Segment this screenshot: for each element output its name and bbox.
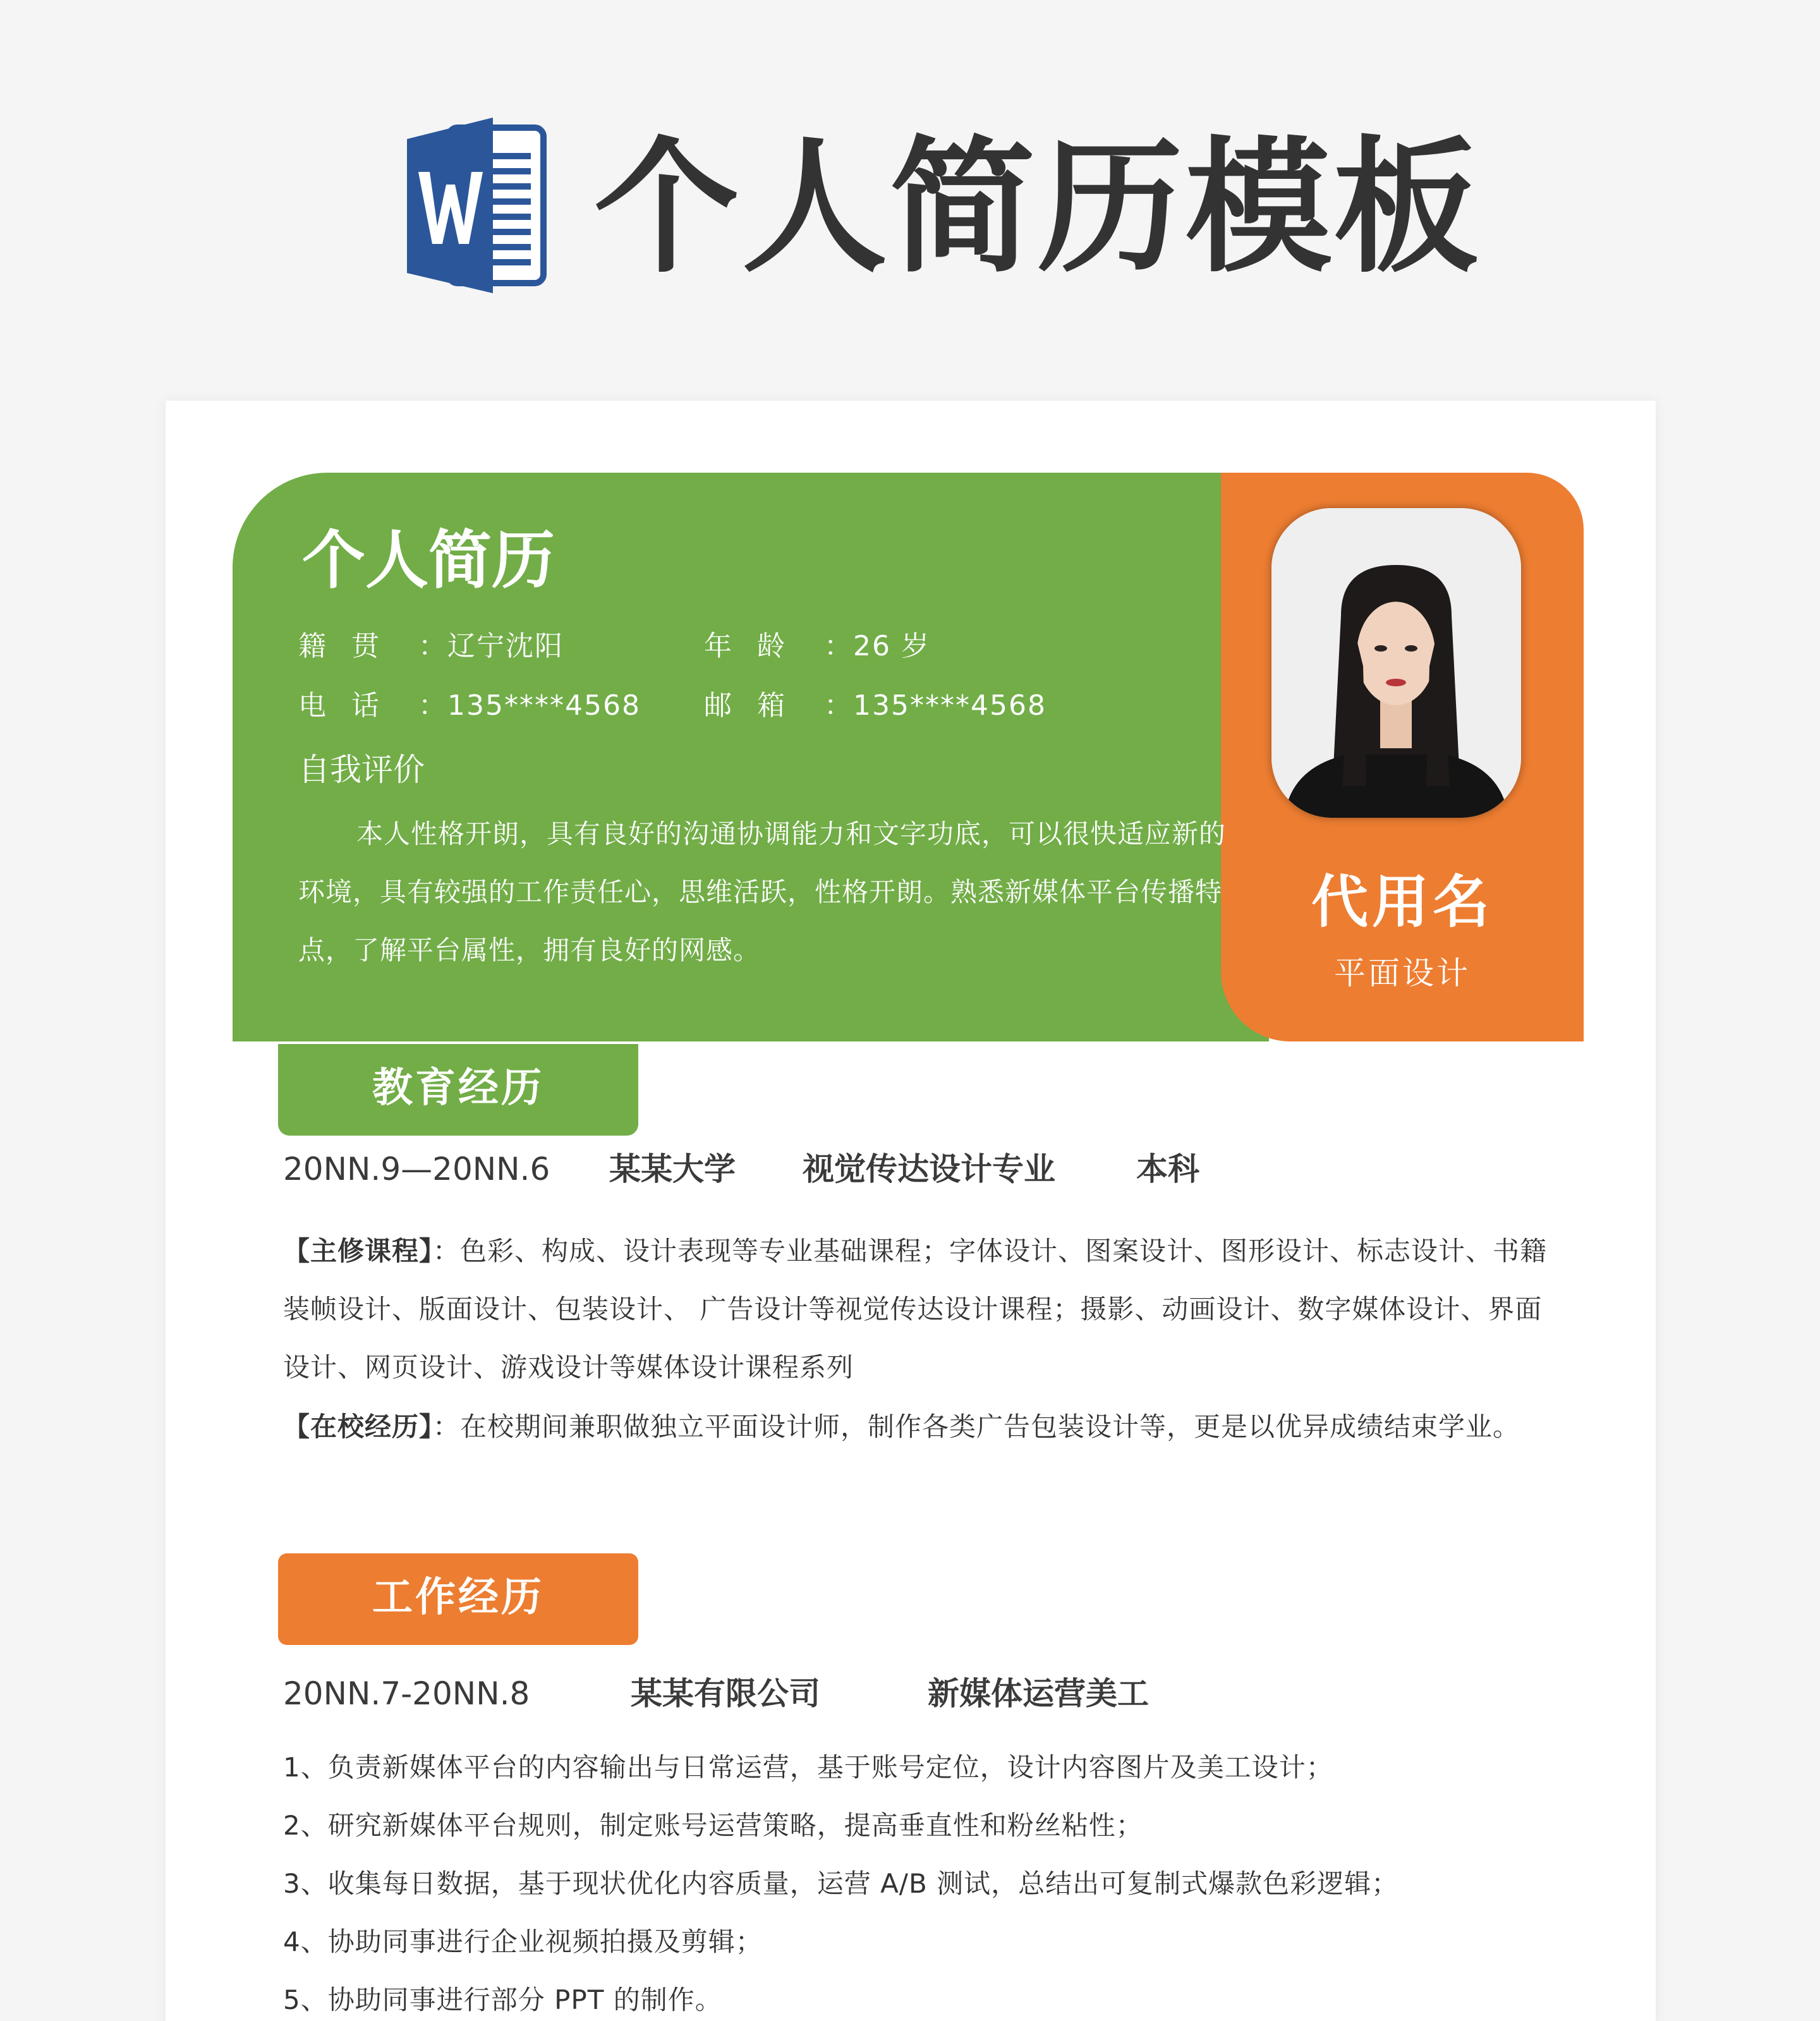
- info-sep: ：: [824, 689, 853, 722]
- info-label: 年龄: [704, 630, 810, 662]
- duty-item: 3、收集每日数据，基于现状优化内容质量，运营 A/B 测试，总结出可复制式爆款色彩逻辑；: [283, 1868, 1399, 1899]
- info-sep: ：: [824, 630, 853, 662]
- education-tab: 教育经历: [278, 1044, 638, 1136]
- info-email: [704, 683, 1046, 723]
- work-title: 新媒体运营美工: [928, 1675, 1149, 1712]
- work-period: 20NN.7-20NN.8: [283, 1675, 530, 1712]
- banner-title: 个人简历模板: [594, 124, 1482, 293]
- info-value: 辽宁沈阳: [447, 630, 564, 662]
- candidate-position: 平面设计: [1334, 955, 1471, 992]
- info-value: 135****4568: [853, 689, 1046, 722]
- work-company: 某某有限公司: [631, 1675, 820, 1712]
- profile-photo: [1271, 508, 1521, 818]
- campus-label: 【在校经历】: [283, 1411, 434, 1442]
- duty-item: 1、负责新媒体平台的内容输出与日常运营，基于账号定位，设计内容图片及美工设计；: [283, 1752, 1333, 1783]
- self-eval-title: 自我评价: [298, 751, 425, 788]
- banner: [404, 107, 1482, 310]
- education-school: 某某大学: [609, 1151, 736, 1187]
- info-label: 邮箱: [704, 689, 810, 722]
- courses-paragraph: [283, 1222, 1553, 1397]
- info-sep: ：: [418, 630, 447, 662]
- info-sep: ：: [418, 689, 447, 722]
- education-row: [283, 1144, 1199, 1189]
- candidate-name: 代用名: [1311, 869, 1493, 935]
- duty-item: 4、协助同事进行企业视频拍摄及剪辑；: [283, 1926, 763, 1957]
- info-value: 135****4568: [447, 689, 641, 722]
- education-period: 20NN.9—20NN.6: [283, 1151, 550, 1187]
- self-eval-text: 本人性格开朗，具有良好的沟通协调能力和文字功底，可以很快适应新的环境，具有较强的工作责任心，思维活跃，性格开朗。熟悉新媒体平台传播特点，了解平台属性，拥有良好的网感。: [298, 818, 1227, 966]
- resume-paper: [166, 401, 1656, 2021]
- word-document-icon: [404, 114, 550, 297]
- campus-text: ：在校期间兼职做独立平面设计师，制作各类广告包装设计等，更是以优异成绩结束学业。: [433, 1411, 1520, 1442]
- education-degree: 本科: [1136, 1151, 1199, 1187]
- campus-paragraph: [283, 1398, 1553, 1456]
- info-age: [704, 623, 930, 664]
- duty-item: 2、研究新媒体平台规则，制定账号运营策略，提高垂直性和粉丝粘性；: [283, 1810, 1143, 1841]
- info-value: 26 岁: [853, 630, 930, 662]
- education-major: 视觉传达设计专业: [803, 1151, 1055, 1187]
- info-phone: [298, 683, 641, 723]
- courses-label: 【主修课程】: [283, 1235, 434, 1266]
- resume-title: 个人简历: [302, 523, 555, 597]
- work-row: [283, 1668, 1149, 1714]
- info-label: 籍贯: [298, 630, 404, 662]
- info-hometown: [298, 623, 564, 664]
- work-tab: 工作经历: [278, 1553, 638, 1645]
- person-photo-icon: [1271, 508, 1521, 818]
- info-label: 电话: [298, 689, 404, 722]
- courses-text: ：色彩、构成、设计表现等专业基础课程；字体设计、图案设计、图形设计、标志设计、书籍装帧设计、版面设计、包装设计、 广告设计等视觉传达设计课程；摄影、动画设计、数字媒体设计、界面设计、网页设计、游戏设计等媒体设计课程系列: [283, 1235, 1548, 1383]
- duty-item: 5、协助同事进行部分 PPT 的制作。: [283, 1984, 722, 2015]
